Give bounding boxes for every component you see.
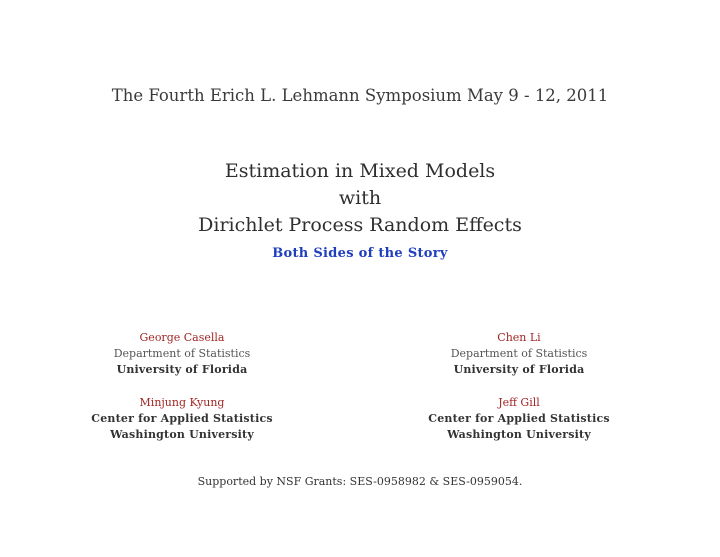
author-block-casella (32, 330, 332, 378)
author-department: Department of Statistics (113, 347, 251, 360)
author-block-kyung (32, 395, 332, 443)
title-line-1: Estimation in Mixed Models (224, 160, 496, 182)
author-institution: University of Florida (453, 363, 585, 376)
author-institution: University of Florida (116, 363, 248, 376)
author-department: Center for Applied Statistics (91, 412, 273, 425)
author-department: Center for Applied Statistics (428, 412, 610, 425)
author-name: Minjung Kyung (139, 396, 225, 409)
author-institution: Washington University (110, 428, 254, 441)
author-institution: Washington University (447, 428, 591, 441)
author-block-gill (369, 395, 669, 443)
symposium-header: The Fourth Erich L. Lehmann Symposium May 9 - 12, 2011 (111, 86, 609, 105)
title-line-2: with (338, 187, 382, 209)
author-block-li (369, 330, 669, 378)
author-name: Chen Li (497, 331, 541, 344)
funding-statement: Supported by NSF Grants: SES-0958982 & SES-0959054. (197, 475, 523, 488)
subtitle: Both Sides of the Story (272, 246, 448, 261)
author-department: Department of Statistics (450, 347, 588, 360)
author-name: George Casella (139, 331, 225, 344)
author-name: Jeff Gill (498, 396, 540, 409)
title-line-3: Dirichlet Process Random Effects (198, 214, 522, 236)
